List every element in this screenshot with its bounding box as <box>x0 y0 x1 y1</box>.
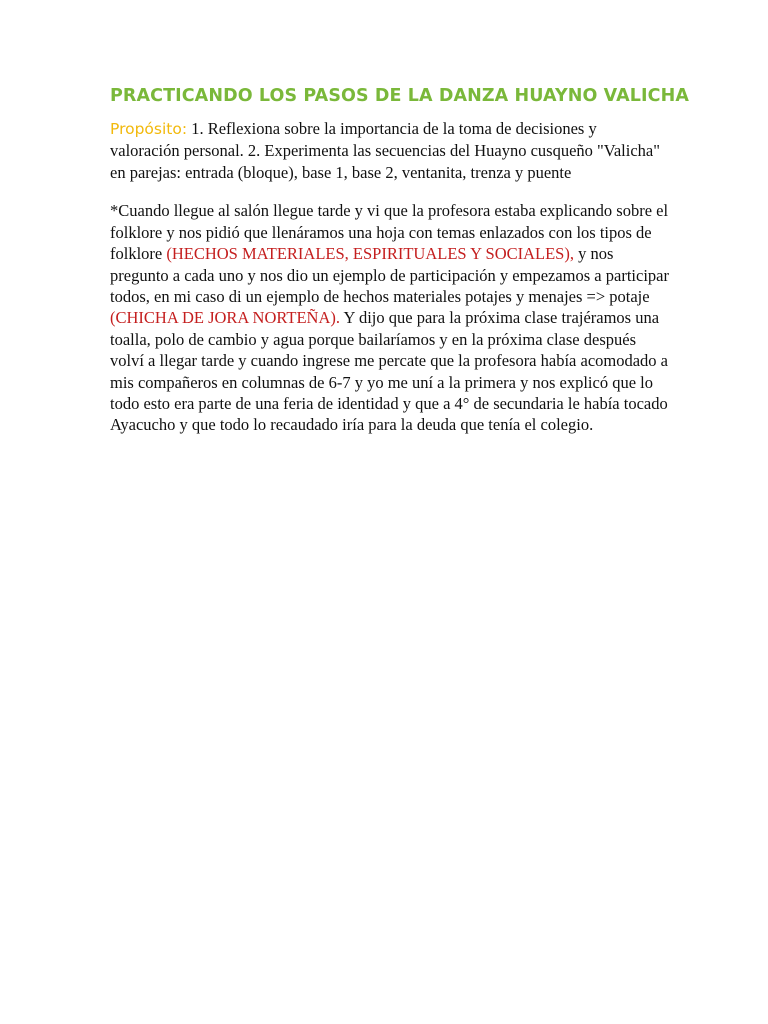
narrative-text-1: *Cuando llegue al salón llegue tarde y vi que la profesora estaba explicando sobre el folklore y nos pidió que llenáramos una hoja con temas enlazados con los tipos de folklore <box>110 201 669 264</box>
document-content <box>110 86 689 452</box>
document-title: PRACTICANDO LOS PASOS DE LA DANZA HUAYNO VALICHA <box>110 86 689 106</box>
narrative-text-2: y nos pregunto a cada uno y nos dio un ejemplo de participación y empezamos a participar todos, en mi caso di un ejemplo de hechos materiales potajes y menajes => potaje <box>110 244 669 306</box>
purpose-paragraph <box>110 118 670 184</box>
narrative-text-3: Y dijo que para la próxima clase trajéramos una toalla, polo de cambio y agua porque bailaríamos y en la próxima clase después volví a llegar tarde y cuando ingrese me percate que la profesora había acomodado a mis compañeros en columnas de 6-7 y yo me uní a la primera y nos explicó que lo todo esto era parte de una feria de identidad y que a 4° de secundaria le había tocado Ayacucho y que todo lo recaudado iría para la deuda que tenía el colegio. <box>110 308 668 435</box>
purpose-text: 1. Reflexiona sobre la importancia de la toma de decisiones y valoración personal. 2. Experimenta las secuencias del Huayno cusqueño "Valicha" en parejas: entrada (bloque), base 1, base 2, ventanita, trenza y puente <box>110 119 660 182</box>
narrative-highlight-folklore-types: (HECHOS MATERIALES, ESPIRITUALES Y SOCIALES), <box>166 244 574 264</box>
purpose-label: Propósito: <box>110 120 188 138</box>
narrative-paragraph <box>110 200 670 435</box>
narrative-highlight-chicha: (CHICHA DE JORA NORTEÑA). <box>110 308 341 328</box>
